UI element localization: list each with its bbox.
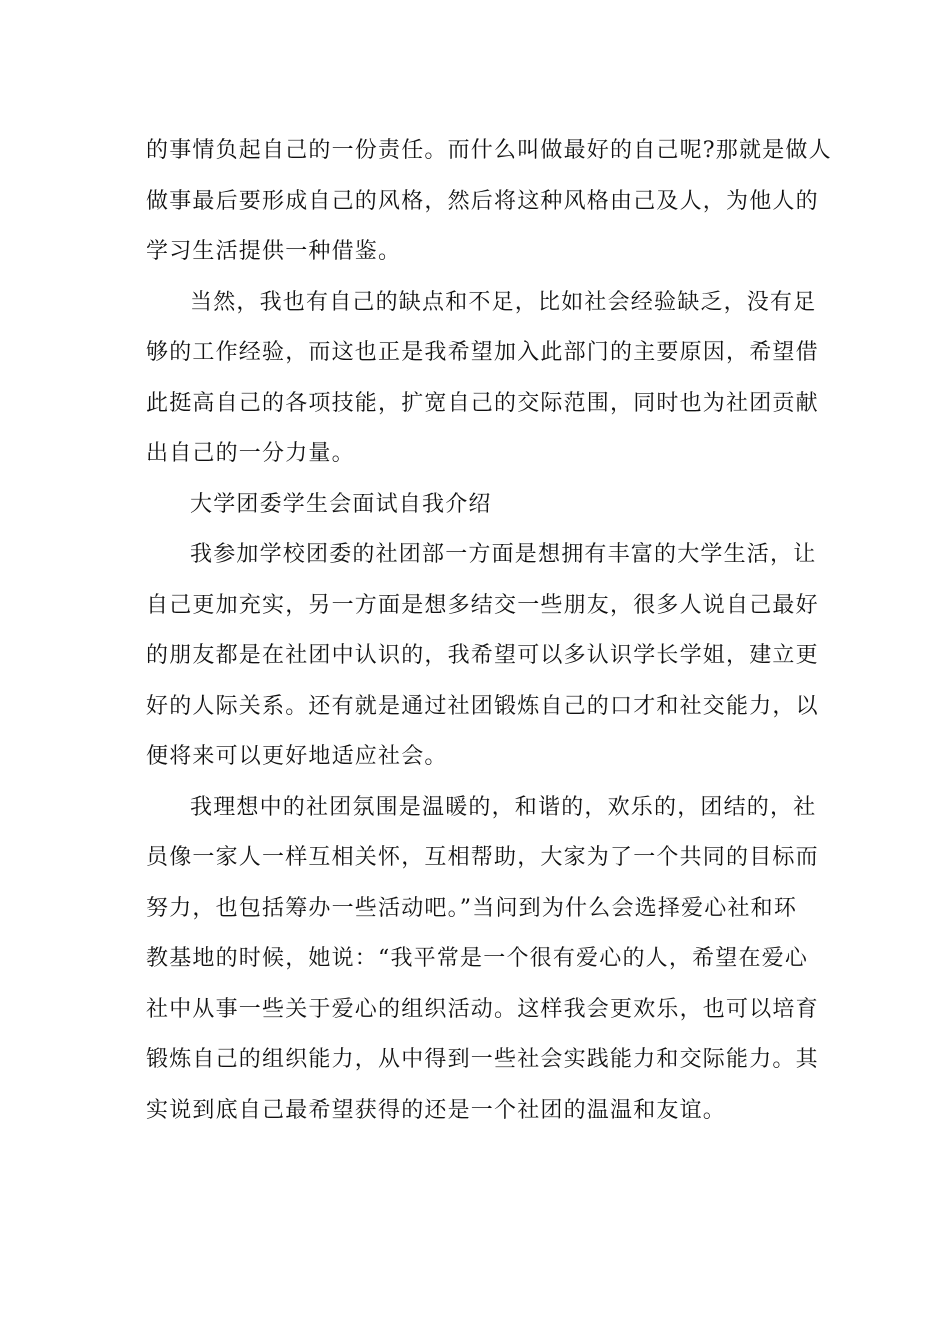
paragraph-first-line: 我参加学校团委的社团部一方面是想拥有丰富的大学生活，让 [190,542,817,567]
text-line: 好的人际关系。还有就是通过社团锻炼自己的口才和社交能力，以 [146,693,819,719]
text-line: 学习生活提供一种借鉴。 [146,239,402,264]
paragraph-first-line: 我理想中的社团氛围是温暖的，和谐的，欢乐的，团结的，社 [190,794,817,820]
text-line: 此挺高自己的各项技能，扩宽自己的交际范围，同时也为社团贡献 [146,390,819,416]
text-line: 做事最后要形成自己的风格，然后将这种风格由己及人，为他人的 [146,188,819,214]
text-line: 员像一家人一样互相关怀，互相帮助，大家为了一个共同的目标而 [146,845,819,870]
text-line: 的事情负起自己的一份责任。而什么叫做最好的自己呢?那就是做人 [146,138,832,163]
text-line: 教基地的时候，她说：“我平常是一个很有爱心的人，希望在爱心 [146,946,809,971]
section-heading: 大学团委学生会面试自我介绍 [190,491,492,517]
text-line: 社中从事一些关于爱心的组织活动。这样我会更欢乐，也可以培育 [146,996,819,1022]
text-line: 锻炼自己的组织能力，从中得到一些社会实践能力和交际能力。其 [146,1047,819,1072]
text-line: 的朋友都是在社团中认识的，我希望可以多认识学长学姐，建立更 [146,643,819,668]
document-body [146,126,832,1136]
text-line: 出自己的一分力量。 [146,441,355,466]
paragraph-first-line: 当然，我也有自己的缺点和不足，比如社会经验缺乏，没有足 [190,289,817,315]
text-line: 够的工作经验，而这也正是我希望加入此部门的主要原因，希望借 [146,340,819,365]
text-line: 努力，也包括筹办一些活动吧。”当问到为什么会选择爱心社和环 [146,895,798,921]
text-line: 实说到底自己最希望获得的还是一个社团的温温和友谊。 [146,1097,727,1123]
text-line: 便将来可以更好地适应社会。 [146,744,448,769]
text-line: 自己更加充实，另一方面是想多结交一些朋友，很多人说自己最好 [146,592,819,618]
